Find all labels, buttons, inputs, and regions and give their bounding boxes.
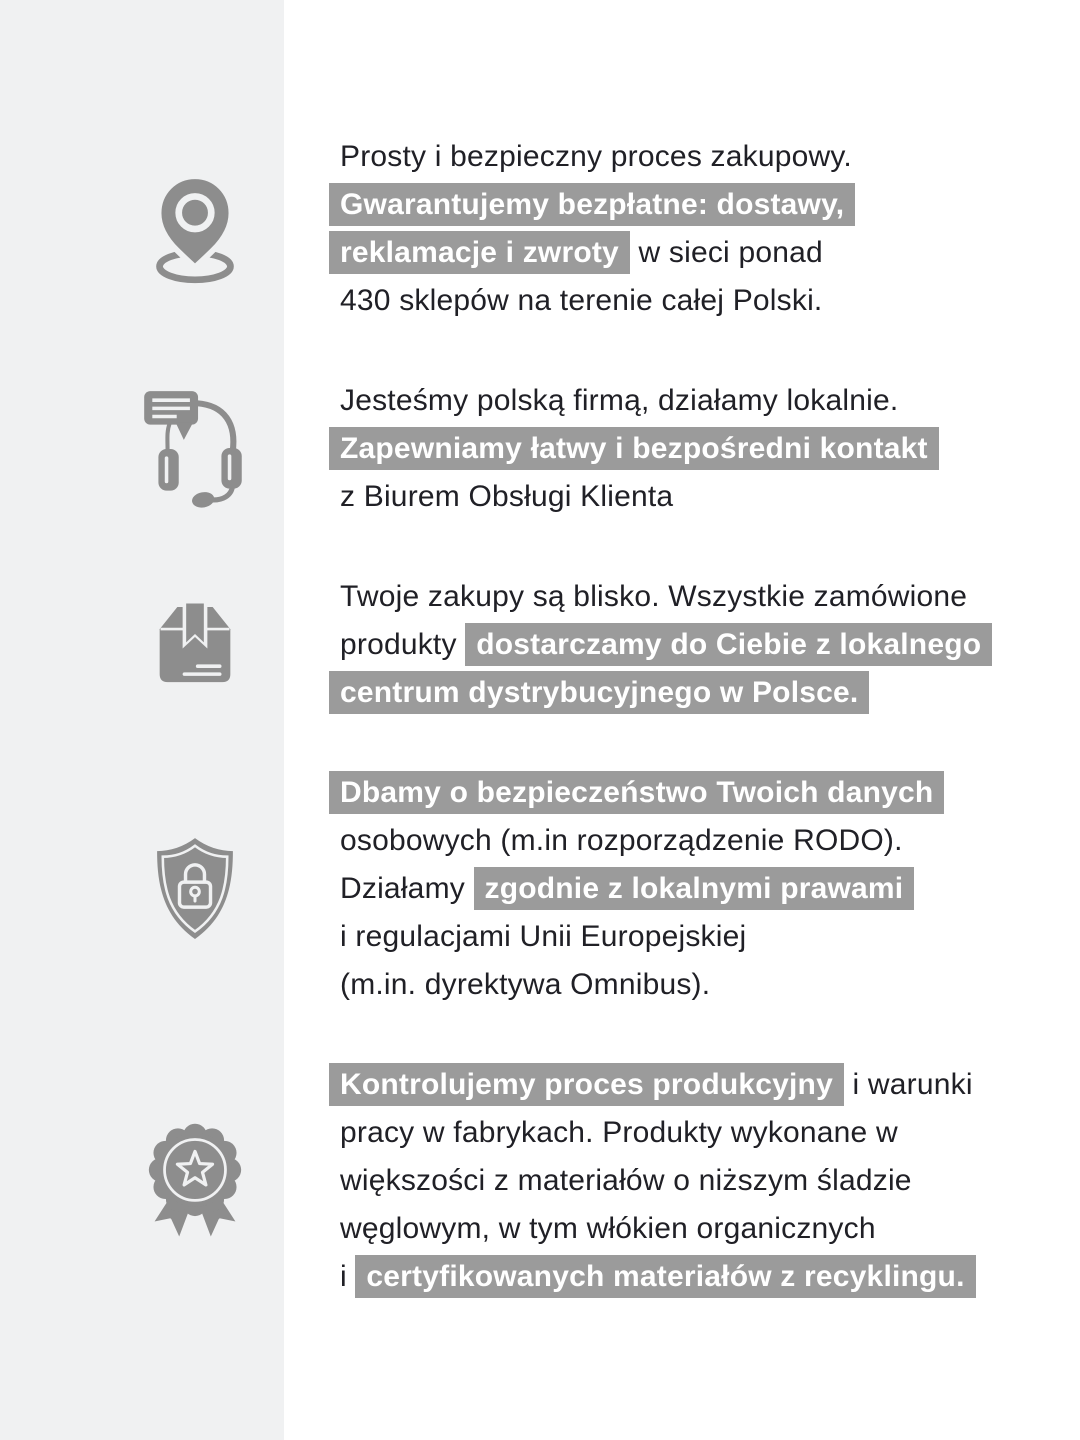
text-line [340, 229, 1000, 277]
benefit-text-production [340, 1061, 1000, 1301]
plain-text: Jesteśmy polską firmą, działamy lokalnie. [340, 384, 899, 417]
benefit-text-delivery [340, 573, 1000, 717]
text-line [340, 277, 1000, 325]
text-line [340, 377, 1000, 425]
benefit-section-delivery [0, 573, 1080, 717]
highlighted-text: Zapewniamy łatwy i bezpośredni kontakt [329, 427, 939, 470]
highlighted-text: zgodnie z lokalnymi prawami [474, 867, 915, 910]
plain-text: Twoje zakupy są blisko. Wszystkie zamówione [340, 580, 968, 613]
customer-support-headset-icon [139, 387, 251, 511]
package-icon [142, 592, 248, 698]
benefit-text-contact [340, 377, 1000, 521]
highlighted-text: reklamacje i zwroty [329, 231, 630, 274]
text-line [340, 425, 1000, 473]
benefit-section-contact [0, 377, 1080, 521]
plain-text: i regulacjami Unii Europejskiej [340, 920, 747, 953]
text-line [340, 1109, 1000, 1157]
highlighted-text: Kontrolujemy proces produkcyjny [329, 1063, 844, 1106]
location-pin-icon [138, 172, 253, 287]
plain-text: większości z materiałów o niższym śladzie [340, 1164, 912, 1197]
text-line [340, 769, 1000, 817]
plain-text: 430 sklepów na terenie całej Polski. [340, 284, 823, 317]
shield-lock-icon [139, 833, 251, 945]
text-line [340, 573, 1000, 621]
plain-text: (m.in. dyrektywa Omnibus). [340, 968, 711, 1001]
text-line [340, 1253, 1000, 1301]
text-line [340, 621, 1000, 669]
text-line [340, 669, 1000, 717]
highlighted-text: certyfikowanych materiałów z recyklingu. [355, 1255, 975, 1298]
plain-text: i warunki [843, 1068, 973, 1101]
benefit-text-shopping [340, 133, 1000, 325]
plain-text: Działamy [340, 872, 474, 905]
highlighted-text: Gwarantujemy bezpłatne: dostawy, [329, 183, 855, 226]
plain-text: w sieci ponad [629, 236, 823, 269]
plain-text: osobowych (m.in rozporządzenie RODO). [340, 824, 903, 857]
text-line [340, 181, 1000, 229]
text-line [340, 1157, 1000, 1205]
plain-text: produkty [340, 628, 466, 661]
plain-text: z Biurem Obsługi Klienta [340, 480, 674, 513]
plain-text: węglowym, w tym włókien organicznych [340, 1212, 876, 1245]
text-line [340, 1061, 1000, 1109]
plain-text: i [340, 1260, 356, 1293]
text-line [340, 961, 1000, 1009]
highlighted-text: centrum dystrybucyjnego w Polsce. [329, 671, 869, 714]
plain-text: pracy w fabrykach. Produkty wykonane w [340, 1116, 898, 1149]
text-line [340, 817, 1000, 865]
benefit-section-production [0, 1061, 1080, 1301]
plain-text: Prosty i bezpieczny proces zakupowy. [340, 140, 852, 173]
text-line [340, 473, 1000, 521]
text-line [340, 913, 1000, 961]
benefit-section-data-privacy [0, 769, 1080, 1009]
benefit-text-data-privacy [340, 769, 1000, 1009]
award-ribbon-icon [135, 1116, 255, 1246]
text-line [340, 133, 1000, 181]
text-line [340, 865, 1000, 913]
text-line [340, 1205, 1000, 1253]
highlighted-text: Dbamy o bezpieczeństwo Twoich danych [329, 771, 944, 814]
benefit-section-shopping [0, 133, 1080, 325]
highlighted-text: dostarczamy do Ciebie z lokalnego [465, 623, 992, 666]
